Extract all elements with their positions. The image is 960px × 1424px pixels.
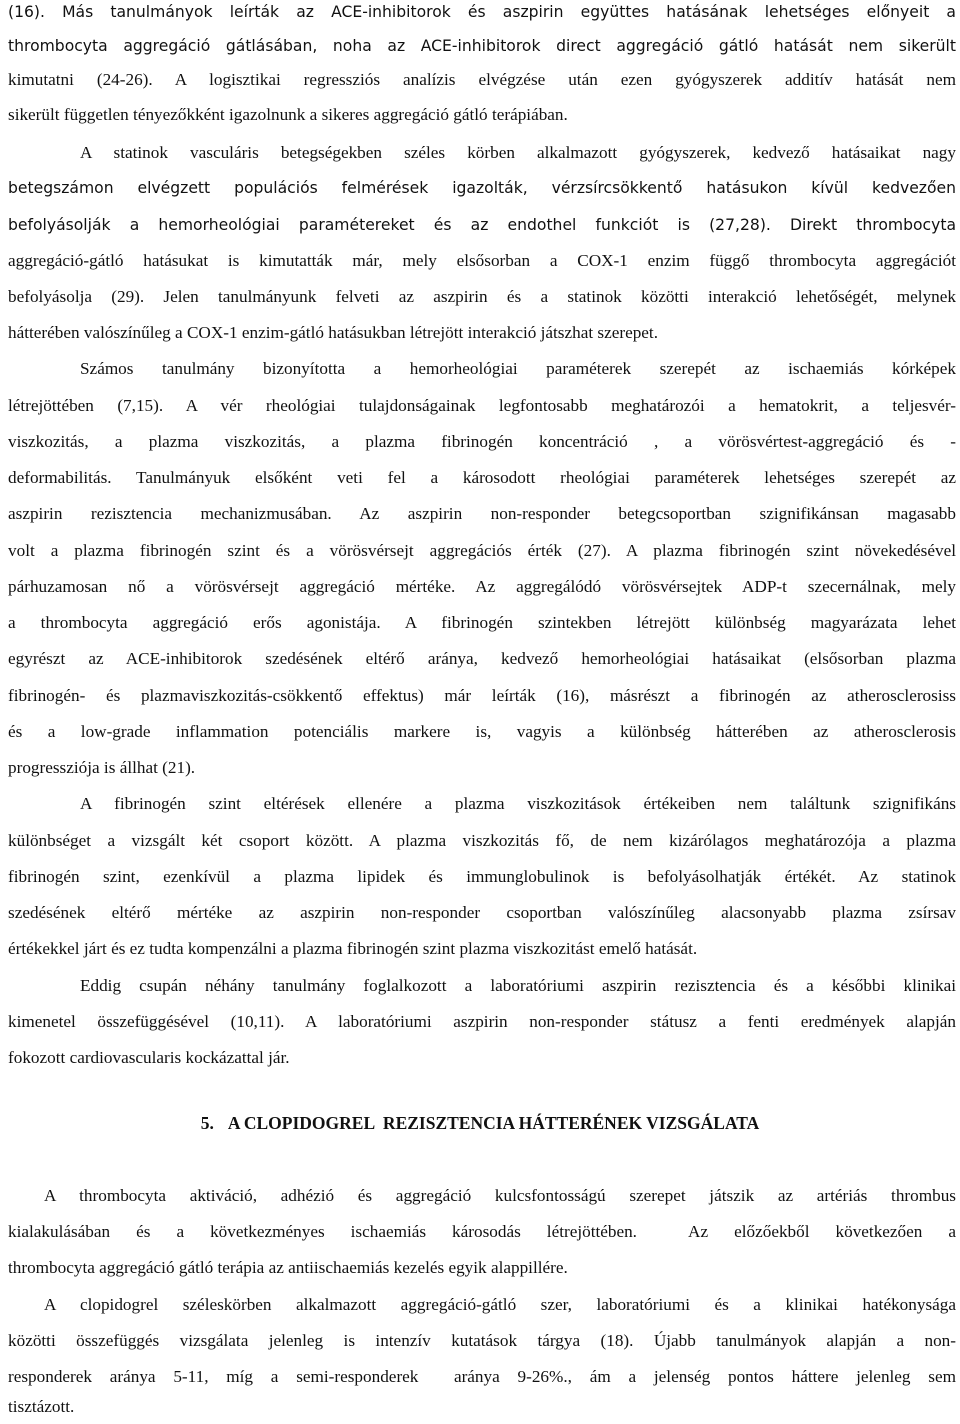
paragraph-2-line-3: befolyásolják a hemorheológiai paramétereket és az endothel funkciót is (27,28). Direkt thrombocyta: [8, 216, 956, 234]
paragraph-3-line-3: viszkozitás, a plazma viszkozitás, a plazma fibrinogén koncentráció , a vörösvértest-aggregáció és -: [8, 432, 956, 451]
paragraph-6-line-3: thrombocyta aggregáció gátló terápia az antiischaemiás kezelés egyik alappillére.: [8, 1258, 568, 1277]
paragraph-3-line-2: létrejöttében (7,15). A vér rheológiai tulajdonságainak legfontosabb meghatározói a hematokrit, a teljesvér-: [8, 396, 956, 415]
paragraph-7-line-2: közötti összefüggés vizsgálata jelenleg is intenzív kutatások tárgya (18). Újabb tanulmányok alapján a non-: [8, 1331, 956, 1350]
paragraph-4-line-4: szedésének eltérő mértéke az aszpirin non-responder csoportban valószínűleg alacsonyabb plazma zsírsav: [8, 903, 956, 922]
paragraph-3-line-9: egyrészt az ACE-inhibitorok szedésének eltérő aránya, kedvező hemorheológiai hatásaikat (elsősorban plazma: [8, 649, 956, 668]
paragraph-3-line-6: volt a plazma fibrinogén szint és a vörösvérsejt aggregációs érték (27). A plazma fibrinogén szint növekedésével: [8, 541, 956, 560]
paragraph-3-line-1: Számos tanulmány bizonyította a hemorheológiai paraméterek szerepét az ischaemiás kórképek: [80, 359, 956, 378]
paragraph-5-line-1: Eddig csupán néhány tanulmány foglalkozott a laboratóriumi aszpirin rezisztencia és a későbbi klinikai: [80, 976, 956, 995]
paragraph-3-line-4: deformabilitás. Tanulmányuk elsőként veti fel a károsodott rheológiai paraméterek lehetséges szerepét az: [8, 468, 956, 487]
section-number: 5.: [200, 1113, 214, 1133]
paragraph-7-line-3: responderek aránya 5-11, míg a semi-responderek aránya 9-26%., ám a jelenség pontos háttere jelenleg sem: [8, 1367, 956, 1386]
section-title: A CLOPIDOGREL REZISZTENCIA HÁTTERÉNEK VIZSGÁLATA: [227, 1113, 760, 1133]
paragraph-4-line-5: értékekkel járt és ez tudta kompenzálni a plazma fibrinogén szint plazma viszkozitást emelő hatását.: [8, 939, 698, 958]
paragraph-5-line-3: fokozott cardiovascularis kockázattal jár.: [8, 1048, 290, 1067]
section-heading: [0, 1106, 960, 1140]
paragraph-6-line-2: kialakulásában és a következményes ischaemiás károsodás létrejöttében. Az előzőekből következően a: [8, 1222, 956, 1241]
paragraph-3-line-8: a thrombocyta aggregáció erős agonistája. A fibrinogén szintekben létrejött különbség magyarázata lehet: [8, 613, 956, 632]
paragraph-3-line-5: aszpirin rezisztencia mechanizmusában. Az aszpirin non-responder betegcsoportban szignifikánsan magasabb: [8, 504, 956, 523]
paragraph-4-line-3: fibrinogén szint, ezenkívül a plazma lipidek és immunglobulinok is befolyásolhatják értékét. Az statinok: [8, 867, 956, 886]
paragraph-4-line-1: A fibrinogén szint eltérések ellenére a plazma viszkozitások értékeiben nem találtunk szignifikáns: [80, 794, 956, 813]
paragraph-3-line-11: és a low-grade inflammation potenciális markere is, vagyis a különbség hátterében az atherosclerosis: [8, 722, 956, 741]
paragraph-4-line-2: különbséget a vizsgált két csoport között. A plazma viszkozitás fő, de nem kizárólagos meghatározója a plazma: [8, 831, 956, 850]
paragraph-6-line-1: A thrombocyta aktiváció, adhézió és aggregáció kulcsfontosságú szerepet játszik az artériás thrombus: [44, 1186, 956, 1205]
paragraph-1-line-3: kimutatni (24-26). A logisztikai regressziós analízis elvégzése után ezen gyógyszerek additív hatását nem: [8, 70, 956, 89]
paragraph-7-line-1: A clopidogrel széleskörben alkalmazott aggregáció-gátló szer, laboratóriumi és a klinikai hatékonysága: [44, 1295, 956, 1314]
paragraph-2-line-4: aggregáció-gátló hatásukat is kimutatták már, mely elsősorban a COX-1 enzim függő thrombocyta aggregációt: [8, 251, 956, 270]
paragraph-1-line-2: thrombocyta aggregáció gátlásában, noha az ACE-inhibitorok direct aggregáció gátló hatását nem sikerült: [8, 37, 956, 55]
paragraph-5-line-2: kimenetel összefüggésével (10,11). A laboratóriumi aszpirin non-responder státusz a fenti eredmények alapján: [8, 1012, 956, 1031]
paragraph-7-line-4: tisztázott.: [8, 1397, 75, 1416]
paragraph-2-line-1: A statinok vasculáris betegségekben széles körben alkalmazott gyógyszerek, kedvező hatásaikat nagy: [80, 143, 956, 162]
paragraph-3-line-12: progressziója is állhat (21).: [8, 758, 196, 777]
paragraph-2-line-2: betegszámon elvégzett populációs felmérések igazolták, vérzsírcsökkentő hatásukon kívül kedvezően: [8, 179, 956, 197]
paragraph-2-line-6: hátterében valószínűleg a COX-1 enzim-gátló hatásukban létrejött interakció játszhat szerepet.: [8, 323, 659, 342]
paragraph-1-line-4: sikerült független tényezőkként igazolnunk a sikeres aggregáció gátló terápiában.: [8, 105, 568, 124]
paragraph-2-line-5: befolyásolja (29). Jelen tanulmányunk felveti az aszpirin és a statinok közötti interakció lehetőségét, melynek: [8, 287, 956, 306]
paragraph-3-line-7: párhuzamosan nő a vörösvérsejt aggregáció mértéke. Az aggregálódó vörösvérsejtek ADP-t szecernálnak, mely: [8, 577, 956, 596]
paragraph-1-line-1: (16). Más tanulmányok leírták az ACE-inhibitorok és aszpirin együttes hatásának lehetséges előnyeit a: [8, 3, 956, 21]
paragraph-3-line-10: fibrinogén- és plazmaviszkozitás-csökkentő effektus) már leírták (16), másrészt a fibrinogén az atherosclerosiss: [8, 686, 956, 705]
